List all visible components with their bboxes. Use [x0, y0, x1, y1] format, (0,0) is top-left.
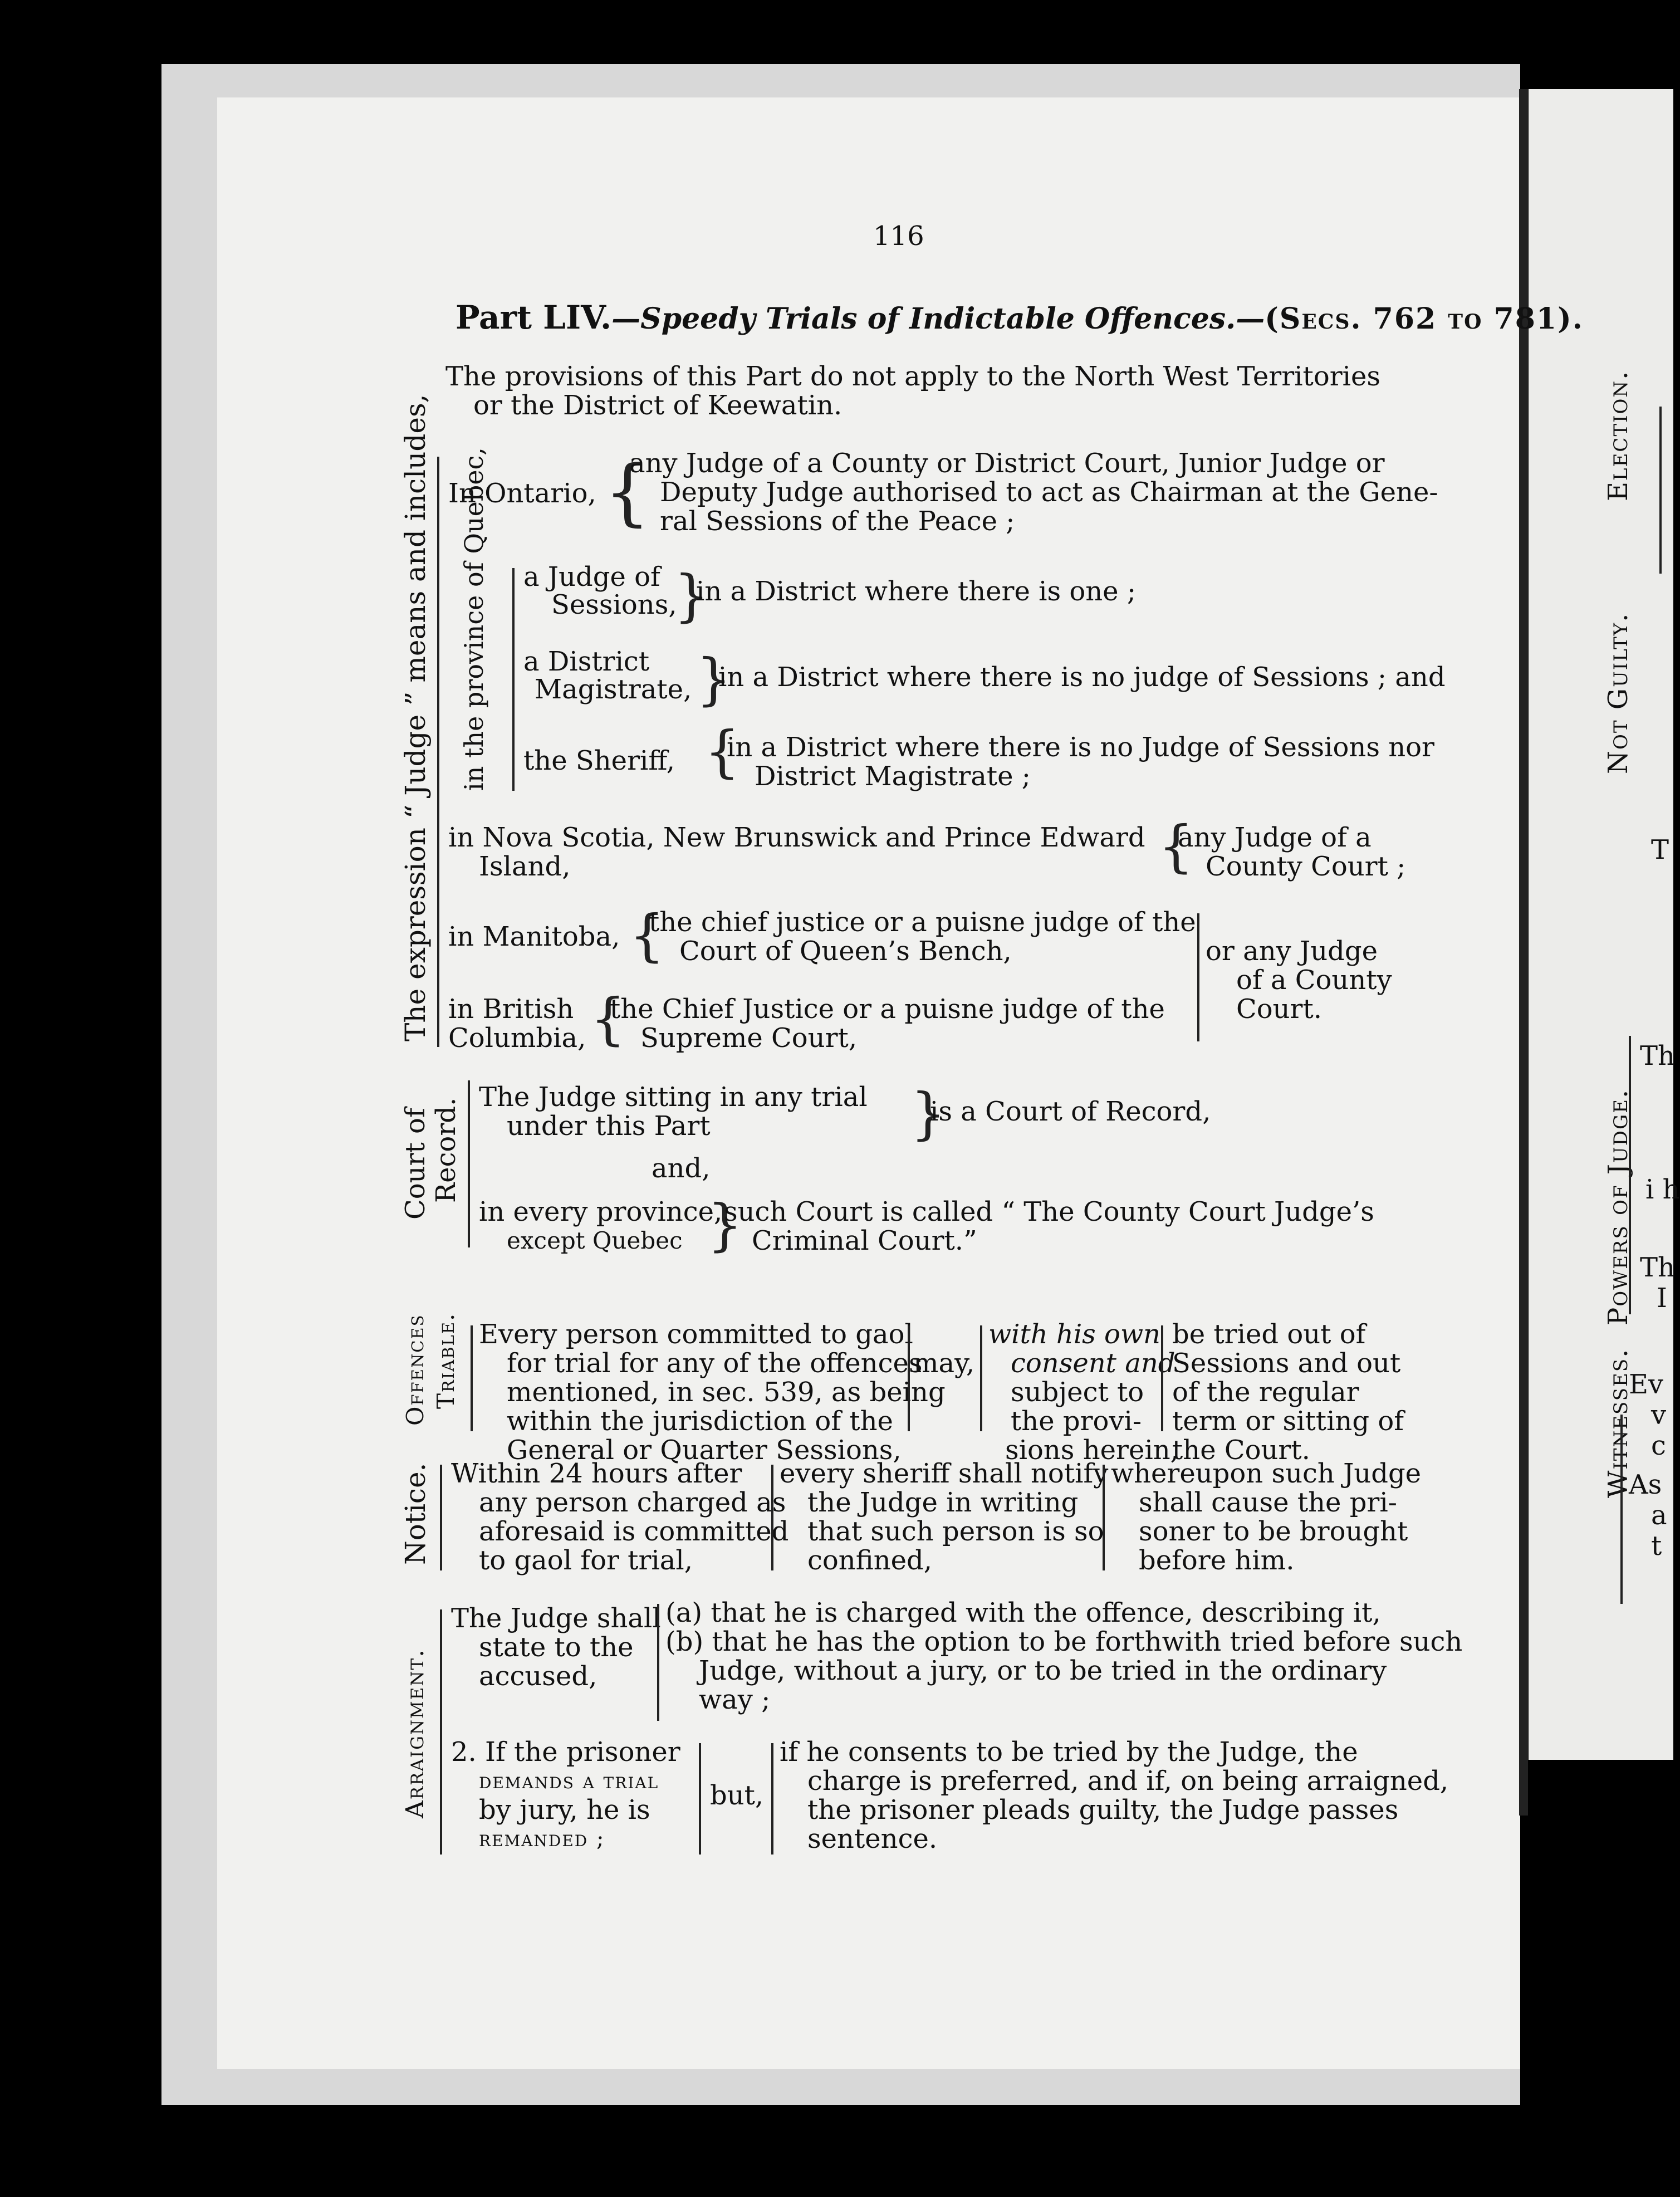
rp-fragment: v [1651, 1400, 1667, 1431]
part-title: Part LIV. [455, 299, 612, 336]
cor-line-2b: except Quebec [507, 1227, 683, 1254]
offences-brace [471, 1325, 473, 1431]
judge-brace [437, 457, 439, 1047]
rp-fragment: As [1629, 1469, 1662, 1500]
part-subject: —Speedy Trials of Indictable Offences.— [611, 302, 1265, 336]
ontario-label: In Ontario, [448, 478, 596, 509]
offences-col3-line: Sessions and out [1172, 1348, 1401, 1379]
rp-fragment: a [1651, 1500, 1667, 1531]
rp-fragment: I [1657, 1283, 1667, 1314]
offences-col1-line: for trial for any of the offences [507, 1348, 923, 1379]
rp-fragment: Th [1640, 1252, 1675, 1283]
part-header [455, 299, 1584, 336]
cor-result-1: is a Court of Record, [930, 1096, 1211, 1127]
offences-col3-line: the Court. [1172, 1435, 1310, 1466]
quebec-brace-2: } [696, 647, 732, 712]
rp-fragment: Th [1640, 1040, 1675, 1071]
or-any-judge-1: or any Judge [1206, 936, 1378, 967]
offences-col1-line: within the jurisdiction of the [507, 1406, 893, 1437]
para2-line: 2. If the prisoner [451, 1736, 680, 1768]
rp-fragment: T [1651, 834, 1669, 865]
offences-brace-3 [980, 1325, 982, 1431]
notice-col1-line: to gaol for trial, [479, 1545, 693, 1576]
rp-brace-1 [1659, 407, 1662, 574]
maritime-text-1: any Judge of a [1178, 822, 1372, 853]
arraignment-but: but, [710, 1780, 764, 1811]
notice-col2-line: that such person is so [807, 1516, 1104, 1547]
offences-col2-line: with his own [988, 1319, 1160, 1350]
maritime-label-2: Island, [479, 851, 571, 882]
consent-line: if he consents to be tried by the Judge, the [780, 1736, 1358, 1768]
notice-col3-line: shall cause the pri- [1139, 1487, 1397, 1518]
rp-label-witnesses: Witnesses. [1603, 1348, 1634, 1498]
arraignment-col1-line: state to the [479, 1632, 634, 1663]
cor-result-2b: Criminal Court.” [752, 1225, 977, 1256]
offences-col3-line: be tried out of [1172, 1319, 1366, 1350]
notice-label: Notice. [399, 1462, 432, 1565]
cor-brace-2: } [707, 1192, 743, 1257]
offences-col2-line: consent and [1011, 1348, 1175, 1379]
quebec-brace-1: } [674, 563, 709, 628]
quebec-sheriff: the Sheriff, [523, 745, 675, 776]
manitoba-label: in Manitoba, [448, 921, 620, 952]
arraignment-items [665, 1598, 1462, 1714]
arraignment-brace-2 [657, 1604, 659, 1721]
cor-and: and, [652, 1153, 711, 1184]
consent-brace [771, 1743, 773, 1855]
offences-col1-line: Every person committed to gaol [479, 1319, 913, 1350]
maritime-brace: { [1158, 814, 1194, 879]
offences-col2 [988, 1320, 1179, 1465]
court-of-record-label-2: Record. [430, 1097, 462, 1203]
notice-col1-line: Within 24 hours after [451, 1458, 742, 1489]
rp-brace-3 [1620, 1415, 1623, 1604]
notice-brace-3 [1103, 1465, 1105, 1570]
offences-may: may, [913, 1348, 975, 1379]
para2-line: demands a trial [479, 1768, 659, 1794]
manitoba-text-2: Court of Queen’s Bench, [679, 936, 1012, 967]
offences-label-2: Triable. [432, 1312, 459, 1409]
ontario-brace: { [604, 449, 650, 534]
quebec-brace-3: { [704, 719, 740, 784]
offences-brace-2 [908, 1325, 910, 1431]
offences-col2-line: sions herein, [1005, 1435, 1179, 1466]
or-any-judge-2: of a County [1236, 965, 1392, 996]
arraignment-col1 [451, 1604, 661, 1691]
offences-col3-line: term or sitting of [1172, 1406, 1404, 1437]
quebec-where-3b: District Magistrate ; [755, 761, 1031, 792]
bc-text-2: Supreme Court, [640, 1022, 858, 1054]
rp-label-not-guilty: Not Guilty. [1603, 612, 1634, 774]
maritime-text-2: County Court ; [1206, 851, 1406, 882]
ontario-line-1: any Judge of a County or District Court, Junior Judge or [629, 448, 1385, 479]
manitoba-text-1: the chief justice or a puisne judge of the [649, 907, 1196, 938]
notice-col2-line: confined, [807, 1545, 933, 1576]
notice-col3-line: before him. [1139, 1545, 1295, 1576]
quebec-where-1: in a District where there is one ; [696, 576, 1137, 607]
notice-col3-line: soner to be brought [1139, 1516, 1408, 1547]
quebec-district-mag-1: a District [523, 646, 650, 677]
quebec-label: in the province of Quebec, [459, 447, 489, 791]
ontario-line-2: Deputy Judge authorised to act as Chairman at the Gene- [660, 477, 1438, 508]
cor-line-1b: under this Part [507, 1110, 711, 1142]
bc-label-2: Columbia, [448, 1022, 586, 1054]
para2-line: remanded ; [479, 1826, 605, 1852]
arraignment-item: Judge, without a jury, or to be tried in the ordinary [699, 1655, 1387, 1686]
notice-col2-line: the Judge in writing [807, 1487, 1079, 1518]
offences-col1-line: General or Quarter Sessions, [507, 1435, 902, 1466]
arraignment-item: (b) that he has the option to be forthwith tried before such [665, 1626, 1463, 1657]
para2-line: by jury, he is [479, 1794, 650, 1826]
rp-fragment: i h [1645, 1174, 1680, 1205]
manitoba-brace: { [629, 903, 665, 968]
cor-brace-1: } [910, 1081, 946, 1146]
rp-fragment: Ev [1629, 1369, 1664, 1400]
offences-col3 [1172, 1320, 1404, 1465]
bc-brace: { [590, 986, 626, 1051]
judge-side-label: The expression “ Judge ” means and includes, [399, 394, 432, 1041]
rp-label-election: Election. [1603, 370, 1634, 501]
offences-label-1: Offences [401, 1314, 429, 1426]
notice-col1-line: aforesaid is committed [479, 1516, 789, 1547]
cor-line-2a: in every province, [479, 1196, 723, 1227]
para2-brace [699, 1743, 701, 1855]
quebec-judge-sessions-1: a Judge of [523, 561, 660, 593]
offences-col2-line: the provi- [1011, 1406, 1142, 1437]
offences-brace-4 [1161, 1325, 1163, 1431]
or-any-judge-brace [1197, 913, 1199, 1041]
bc-label-1: in British [448, 994, 574, 1025]
arraignment-col1-line: accused, [479, 1661, 597, 1692]
cor-result-2a: such Court is called “ The County Court Judge’s [724, 1196, 1374, 1227]
notice-col3-line: whereupon such Judge [1111, 1458, 1422, 1489]
arraignment-item: way ; [699, 1684, 771, 1715]
rp-fragment: t [1651, 1530, 1662, 1562]
offences-col3-line: of the regular [1172, 1377, 1359, 1408]
rp-fragment: c [1651, 1430, 1666, 1461]
notice-col2 [780, 1459, 1108, 1575]
part-sections: (Secs. 762 to 781). [1265, 302, 1584, 336]
arraignment-label: Arraignment. [401, 1648, 429, 1818]
rp-brace-2 [1629, 1036, 1631, 1314]
quebec-district-mag-2: Magistrate, [535, 674, 692, 705]
notice-col1-line: any person charged as [479, 1487, 786, 1518]
arraignment-col1-line: The Judge shall [451, 1603, 661, 1634]
quebec-judge-sessions-2: Sessions, [551, 589, 677, 620]
court-of-record-label-1: Court of [400, 1108, 431, 1220]
maritime-label-1: in Nova Scotia, New Brunswick and Prince Edward [448, 822, 1145, 853]
offences-col1 [479, 1320, 946, 1465]
notice-col3 [1111, 1459, 1421, 1575]
book-gutter [1519, 89, 1528, 1816]
arraignment-para2 [451, 1738, 680, 1853]
bc-text-1: the Chief Justice or a puisne judge of the [610, 994, 1165, 1025]
cor-line-1a: The Judge sitting in any trial [479, 1082, 868, 1113]
notice-brace [440, 1465, 442, 1570]
arraignment-item: (a) that he is charged with the offence, describing it, [665, 1597, 1381, 1628]
quebec-where-2: in a District where there is no judge of Sessions ; and [718, 662, 1446, 693]
notice-col1 [451, 1459, 788, 1575]
consent-line: charge is preferred, and if, on being arraigned, [807, 1765, 1449, 1797]
ontario-line-3: ral Sessions of the Peace ; [660, 506, 1015, 537]
quebec-where-3: in a District where there is no Judge of Sessions nor [727, 732, 1434, 763]
court-of-record-brace [468, 1080, 470, 1247]
arraignment-brace [440, 1609, 442, 1855]
offences-col1-line: mentioned, in sec. 539, as being [507, 1377, 946, 1408]
page-number: 116 [873, 221, 924, 252]
arraignment-consent [780, 1738, 1448, 1853]
offences-col2-line: subject to [1011, 1377, 1144, 1408]
notice-brace-2 [771, 1465, 773, 1570]
quebec-brace [512, 568, 515, 791]
consent-line: sentence. [807, 1823, 938, 1855]
intro-line-1: The provisions of this Part do not apply to the North West Territories [445, 361, 1381, 392]
rp-label-powers: Powers of Judge. [1603, 1088, 1634, 1325]
intro-line-2: or the District of Keewatin. [473, 390, 843, 421]
notice-col2-line: every sheriff shall notify [780, 1458, 1109, 1489]
consent-line: the prisoner pleads guilty, the Judge passes [807, 1794, 1399, 1826]
or-any-judge-3: Court. [1236, 994, 1323, 1025]
